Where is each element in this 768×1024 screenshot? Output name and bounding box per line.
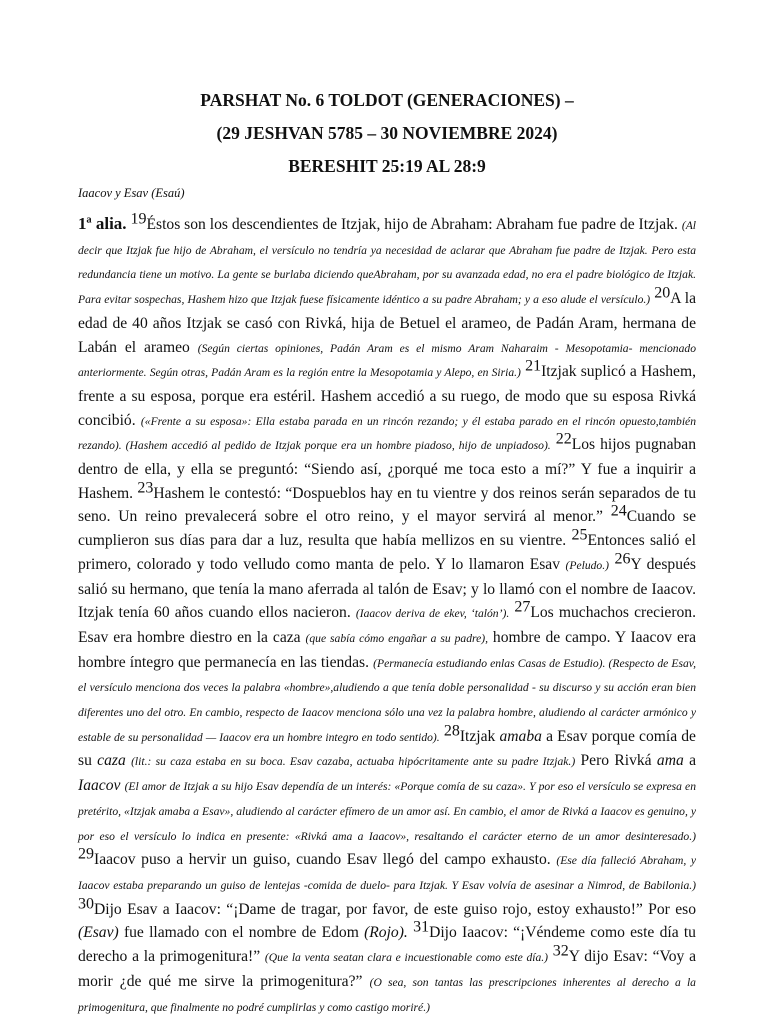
verse-number: 28 <box>443 722 460 740</box>
commentary-note: (Iaacov deriva de ekev, ‘talón’). <box>355 607 510 621</box>
verse-text: Itzjak suplicó a Hashem, frente a su esposa, porque era estéril. Hashem accedió a su ruego, de modo que su esposa Rivká concibió. <box>78 363 697 429</box>
commentary-note: (que sabía cómo engañar a su padre), <box>305 631 488 645</box>
verse-text: Dijo Esav a Iaacov: “¡Dame de tragar, por favor, de este guiso rojo, estoy exhausto!” Por eso <box>94 900 696 918</box>
verse-number: 24 <box>610 503 627 520</box>
parsha-dates: (29 JESHVAN 5785 – 30 NOVIEMBRE 2024) <box>216 123 558 143</box>
verse-number: 30 <box>78 895 94 913</box>
commentary-note: (lit.: su caza estaba en su boca. Esav cazaba, actuaba hipócritamente ante su padre Itzjak.) <box>131 755 576 769</box>
verse-text: Hashem le contestó: “Dospueblos hay en tu vientre y dos reinos serán separados de tu seno. Un reino prevalecerá sobre el otro reino, y el mayor servirá al menor.” <box>78 484 696 526</box>
emphasized-word: amaba <box>499 727 542 745</box>
verse-number: 29 <box>78 845 94 863</box>
section-subtitle: Iaacov y Esav (Esaú) <box>78 186 185 200</box>
emphasized-word: (Esav) <box>78 924 119 942</box>
verse-text: Itzjak <box>459 727 496 745</box>
commentary-note: (Peludo.) <box>565 558 609 572</box>
main-text <box>78 212 696 1019</box>
verse-text: hombre de campo. Y Iaacov era hombre íntegro que permanecía en las tiendas. <box>78 628 696 671</box>
verse-text: Y dijo Esav: “Voy a morir ¿de qué me sirve la primogenitura?” <box>78 948 696 990</box>
verse-text: A la edad de 40 años Itzjak se casó con Rivká, hija de Betuel el arameo, de Padán Aram, hermana de Labán el arameo <box>78 290 697 356</box>
verse-text: Dijo Iaacov: “¡Véndeme como este día tu derecho a la primogenitura!” <box>78 924 696 966</box>
commentary-note: (O sea, son tantas las prescripciones inherentes al derecho a la primogenitura, que finalmente no podré cumplirlas y como castigo moriré.) <box>78 975 696 1014</box>
verse-text: Los hijos pugnaban dentro de ella, y ella se preguntó: “Siendo así, ¿porqué me toca esto a mí?” Y fue a inquirir a Hashem. <box>78 436 697 502</box>
verse-number: 26 <box>614 550 631 568</box>
emphasized-word: caza <box>97 752 126 770</box>
verse-text: fue llamado con el nombre de Edom <box>123 924 359 942</box>
parsha-title: PARSHAT No. 6 TOLDOT (GENERACIONES) – <box>200 90 574 110</box>
verse-number: 27 <box>514 598 531 616</box>
verse-number: 25 <box>571 526 588 544</box>
commentary-note: (Permanecía estudiando enlas Casas de Estudio). (Respecto de Esav, el versículo menciona dos veces la palabra «hombre»,aludiendo a que tenía doble personalidad - su discurso y su acción eran bien diferentes uno del otro. En cambio, respecto de Iaacov menciona sólo una vez la palabra hombre, aludiendo al carácter armónico y estable de su personalidad — Iaacov era un hombre integro en todo sentido). <box>78 656 696 744</box>
verse-number: 23 <box>137 479 154 497</box>
verse-text: Cuando se cumplieron sus días para dar a luz, resulta que había mellizos en su vientre. <box>78 508 696 550</box>
emphasized-word: Iaacov <box>78 777 121 795</box>
commentary-note: («Frente a su esposa»: Ella estaba parada en un rincón rezando; y él estaba parado en el rincón opuesto,también rezando). (Hashem accedió al pedido de Itzjak porque era un hombre piadoso, hijo de unpiadoso). <box>78 414 696 453</box>
verse-number: 31 <box>413 918 430 936</box>
commentary-note: (Que la venta seatan clara e incuestionable como este día.) <box>264 951 549 965</box>
verse-number: 20 <box>654 284 671 302</box>
verse-text: Los muchachos crecieron. Esav era hombre diestro en la caza <box>78 604 697 646</box>
verse-text: Pero Rivká <box>580 752 652 770</box>
alia-label: 1ª alia. <box>78 214 127 233</box>
verse-number: 32 <box>552 942 569 960</box>
verse-number: 22 <box>555 430 572 448</box>
document-page <box>78 78 696 1019</box>
verse-text: a <box>689 752 696 770</box>
verse-text: Iaacov puso a hervir un guiso, cuando Esav llegó del campo exhausto. <box>94 851 551 869</box>
commentary-note: (El amor de Itzjak a su hijo Esav dependía de un interés: «Porque comía de su caza». Y por eso el versículo se expresa en pretérito, «Itzjak amaba a Esav», aludiendo al carácter efímero de un amor así. En cambio, el amor de Rivká a Iaacov es genuino, y por eso el versículo lo indica en presente: «Rivká ama a Iaacov», resaltando el carácter eterno de un amor desinteresado.) <box>78 780 696 843</box>
verse-number: 19 <box>130 210 147 228</box>
commentary-note: (Ese día falleció Abraham, y Iaacov estaba preparando un guiso de lentejas -comida de duelo- para Itzjak. Y Esav volvía de asesinar a Nimrod, de Babilonia.) <box>78 854 696 892</box>
verse-text: Y después salió su hermano, que tenía la mano aferrada al talón de Esav; y lo llamó con el nombre de Iaacov. Itzjak tenía 60 años cuando ellos nacieron. <box>78 555 696 622</box>
verse-text: a Esav porque comía de su <box>78 727 696 770</box>
verse-number: 21 <box>525 357 542 375</box>
verse-text: Éstos son los descendientes de Itzjak, hijo de Abraham: Abraham fue padre de Itzjak. <box>146 216 678 233</box>
parsha-reference: BERESHIT 25:19 AL 28:9 <box>288 156 486 176</box>
commentary-note: (Al decir que Itzjak fue hijo de Abraham, el versículo no tendría ya necesidad de aclarar que Abraham fue padre de Itzjak. Pero esta redundancia tiene un motivo. La gente se burlaba diciendo queAbraham, por su avanzada edad, no era el padre biológico de Itzjak. Para evitar sospechas, Hashem hizo que Itzjak fuese físicamente idéntico a su padre Abraham; y a eso alude el versículo.) <box>78 219 697 307</box>
emphasized-word: (Rojo). <box>364 924 408 942</box>
emphasized-word: ama <box>656 752 684 770</box>
commentary-note: (Según ciertas opiniones, Padán Aram es el mismo Aram Naharaim - Mesopotamia- mencionado anteriormente. Según otras, Padán Aram es la región entre la Mesopotamia y Alepo, en Siria.) <box>78 341 696 380</box>
verse-text: Entonces salió el primero, colorado y todo velludo como manta de pelo. Y lo llamaron Esav <box>78 532 696 573</box>
